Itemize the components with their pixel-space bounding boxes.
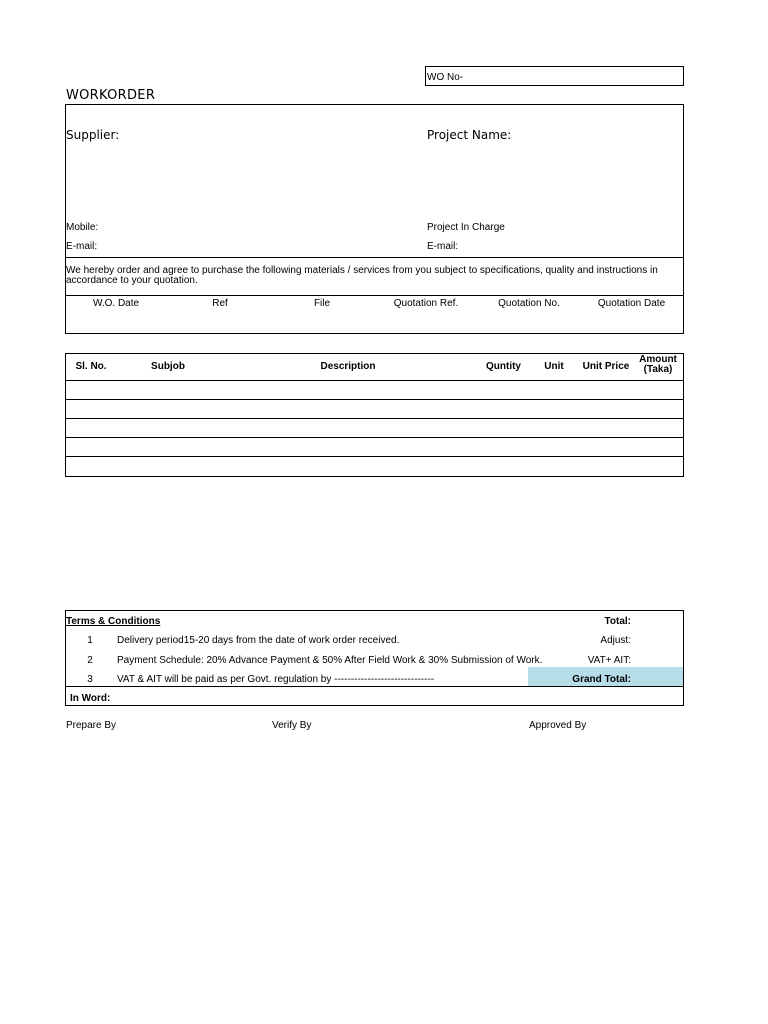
- unit-price-header: Unit Price: [582, 361, 630, 372]
- quotation-date-column: Quotation Date: [597, 298, 666, 309]
- prepare-by-label: Prepare By: [66, 720, 117, 731]
- subjob-header: Subjob: [151, 361, 185, 372]
- adjust-label: Adjust:: [600, 635, 631, 646]
- term-text: VAT & AIT will be paid as per Govt. regulation by ------------------------------: [117, 674, 435, 685]
- terms-heading: Terms & Conditions: [66, 616, 161, 627]
- divider: [66, 295, 683, 296]
- divider: [66, 686, 683, 687]
- table-row-divider: [66, 380, 683, 381]
- table-row-divider: [66, 437, 683, 438]
- quotation-ref-column: Quotation Ref.: [393, 298, 459, 309]
- term-number: 3: [87, 674, 93, 685]
- supplier-info-section: [65, 104, 684, 334]
- ref-column: Ref: [212, 298, 228, 309]
- order-statement: We hereby order and agree to purchase the following materials / services from you subject to specifications, quality and instructions in accordance to your quotation.: [66, 265, 658, 286]
- wo-date-column: W.O. Date: [92, 298, 140, 309]
- table-row-divider: [66, 399, 683, 400]
- total-label: Total:: [604, 616, 631, 627]
- sl-no-header: Sl. No.: [75, 361, 107, 372]
- mobile-label: Mobile:: [66, 222, 99, 233]
- term-text: Delivery period15-20 days from the date of work order received.: [117, 635, 400, 646]
- project-email-label: E-mail:: [427, 241, 459, 252]
- table-row-divider: [66, 456, 683, 457]
- unit-header: Unit: [544, 361, 564, 372]
- divider: [66, 257, 683, 258]
- term-number: 1: [87, 635, 93, 646]
- page-title: WORKORDER: [66, 88, 156, 103]
- term-text: Payment Schedule: 20% Advance Payment & 50% After Field Work & 30% Submission of Work.: [117, 655, 543, 666]
- amount-header-line1: Amount: [639, 354, 677, 365]
- terms-section: [65, 610, 684, 706]
- verify-by-label: Verify By: [272, 720, 312, 731]
- supplier-label: Supplier:: [66, 128, 120, 142]
- vat-ait-label: VAT+ AIT:: [587, 655, 631, 666]
- description-header: Description: [320, 361, 376, 372]
- file-column: File: [313, 298, 331, 309]
- wo-number-field[interactable]: [425, 66, 684, 86]
- grand-total-label: Grand Total:: [572, 674, 631, 685]
- project-name-label: Project Name:: [427, 128, 512, 142]
- project-in-charge-label: Project In Charge: [427, 222, 505, 233]
- amount-header: [634, 355, 682, 375]
- quotation-no-column: Quotation No.: [498, 298, 560, 309]
- wo-number-label: WO No-: [427, 72, 464, 83]
- supplier-email-label: E-mail:: [66, 241, 98, 252]
- in-word-label: In Word:: [70, 693, 111, 704]
- items-table: [65, 353, 684, 477]
- quantity-header: Quntity: [486, 361, 521, 372]
- term-number: 2: [87, 655, 93, 666]
- table-row-divider: [66, 418, 683, 419]
- approved-by-label: Approved By: [529, 720, 587, 731]
- amount-header-line2: (Taka): [643, 364, 673, 375]
